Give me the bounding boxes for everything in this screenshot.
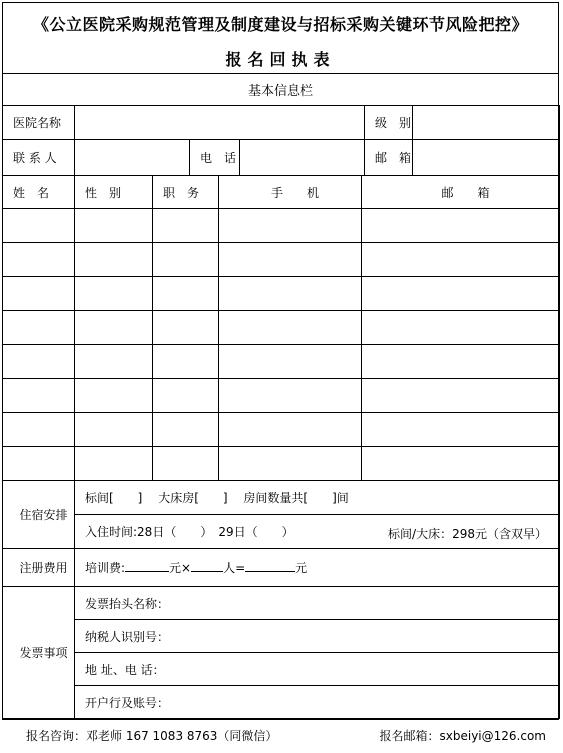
attendee-mobile-cell[interactable] — [219, 345, 362, 379]
attendee-mobile-cell[interactable] — [219, 277, 362, 311]
phone-field[interactable] — [240, 140, 365, 176]
attendee-email-cell[interactable] — [362, 243, 560, 277]
fee-prefix: 培训费: — [85, 561, 126, 575]
registration-fee-label: 注册费用 — [3, 549, 75, 587]
taxpayer-id-field[interactable]: 纳税人识别号： — [75, 620, 560, 653]
form-title: 《公立医院采购规范管理及制度建设与招标采购关键环节风险把控》 — [32, 14, 528, 34]
attendee-name-cell[interactable] — [3, 345, 75, 379]
basic-info-heading: 基本信息栏 — [3, 73, 558, 106]
attendee-row — [3, 413, 560, 447]
attendee-email-cell[interactable] — [362, 209, 560, 243]
attendee-row — [3, 277, 560, 311]
phone-label: 电 话 — [190, 140, 240, 176]
attendee-gender-cell[interactable] — [75, 311, 153, 345]
attendee-name-cell[interactable] — [3, 243, 75, 277]
attendee-email-cell[interactable] — [362, 277, 560, 311]
attendee-header-mobile: 手 机 — [219, 176, 362, 209]
attendee-row — [3, 447, 560, 481]
person-count-blank[interactable] — [191, 559, 223, 572]
attendee-header-gender: 性 别 — [75, 176, 153, 209]
attendee-name-cell[interactable] — [3, 311, 75, 345]
lodging-table — [2, 480, 560, 719]
attendee-header-name: 姓 名 — [3, 176, 75, 209]
attendee-mobile-cell[interactable] — [219, 209, 362, 243]
room-count-field[interactable]: 房间数量共[ ]间 — [243, 491, 349, 505]
attendee-email-cell[interactable] — [362, 447, 560, 481]
attendee-row — [3, 209, 560, 243]
footer — [26, 727, 546, 744]
hospital-name-label: 医院名称 — [3, 106, 75, 140]
invoice-label: 发票事项 — [3, 587, 75, 719]
level-label: 级 别 — [365, 106, 413, 140]
attendee-gender-cell[interactable] — [75, 345, 153, 379]
contact-field[interactable] — [75, 140, 190, 176]
fee-amount-blank[interactable] — [125, 559, 169, 572]
contact-label: 联 系 人 — [3, 140, 75, 176]
attendee-mobile-cell[interactable] — [219, 243, 362, 277]
invoice-title-field[interactable]: 发票抬头名称： — [75, 587, 560, 620]
fee-unit: 元× — [169, 561, 192, 575]
attendee-title-cell[interactable] — [153, 345, 219, 379]
attendee-title-cell[interactable] — [153, 209, 219, 243]
attendee-title-cell[interactable] — [153, 379, 219, 413]
attendee-header-email: 邮 箱 — [362, 176, 560, 209]
consult-contact: 报名咨询：邓老师 167 1083 8763（同微信） — [26, 729, 278, 743]
attendee-gender-cell[interactable] — [75, 447, 153, 481]
attendee-email-cell[interactable] — [362, 345, 560, 379]
bank-account-field[interactable]: 开户行及账号： — [75, 686, 560, 719]
form-subtitle: 报名回执表 — [225, 49, 336, 69]
attendee-row — [3, 379, 560, 413]
total-unit: 元 — [295, 561, 308, 575]
attendee-email-cell[interactable] — [362, 379, 560, 413]
king-room-option[interactable]: 大床房[ ] — [158, 491, 228, 505]
registration-form — [2, 2, 559, 720]
registration-fee-line — [75, 549, 560, 587]
attendee-name-cell[interactable] — [3, 379, 75, 413]
address-phone-field[interactable]: 地 址、电 话： — [75, 653, 560, 686]
level-field[interactable] — [413, 106, 560, 140]
fee-total-blank[interactable] — [245, 559, 295, 572]
attendee-title-cell[interactable] — [153, 243, 219, 277]
attendee-name-cell[interactable] — [3, 413, 75, 447]
attendee-row — [3, 311, 560, 345]
attendee-header-title: 职 务 — [153, 176, 219, 209]
attendee-name-cell[interactable] — [3, 209, 75, 243]
attendee-title-cell[interactable] — [153, 413, 219, 447]
email-field[interactable] — [413, 140, 560, 176]
attendee-mobile-cell[interactable] — [219, 447, 362, 481]
attendee-title-cell[interactable] — [153, 277, 219, 311]
checkin-dates[interactable]: 入住时间:28日（ ） 29日（ ） — [85, 525, 294, 539]
attendee-title-cell[interactable] — [153, 311, 219, 345]
attendee-table — [2, 175, 560, 481]
attendee-email-cell[interactable] — [362, 311, 560, 345]
attendee-email-cell[interactable] — [362, 413, 560, 447]
attendee-gender-cell[interactable] — [75, 209, 153, 243]
attendee-gender-cell[interactable] — [75, 243, 153, 277]
registration-email[interactable]: 报名邮箱：sxbeiyi@126.com — [379, 729, 546, 743]
attendee-mobile-cell[interactable] — [219, 413, 362, 447]
attendee-row — [3, 345, 560, 379]
attendee-gender-cell[interactable] — [75, 277, 153, 311]
room-price: 标间/大床：298元（含双早） — [388, 527, 547, 541]
hospital-name-field[interactable] — [75, 106, 365, 140]
lodging-dates — [75, 515, 560, 549]
lodging-label: 住宿安排 — [3, 481, 75, 549]
attendee-mobile-cell[interactable] — [219, 379, 362, 413]
attendee-gender-cell[interactable] — [75, 413, 153, 447]
standard-room-option[interactable]: 标间[ ] — [85, 491, 143, 505]
attendee-gender-cell[interactable] — [75, 379, 153, 413]
lodging-room-types — [75, 481, 560, 515]
email-label: 邮 箱 — [365, 140, 413, 176]
attendee-row — [3, 243, 560, 277]
attendee-title-cell[interactable] — [153, 447, 219, 481]
person-unit: 人= — [223, 561, 246, 575]
attendee-name-cell[interactable] — [3, 447, 75, 481]
attendee-mobile-cell[interactable] — [219, 311, 362, 345]
basic-info-table — [2, 105, 560, 176]
attendee-name-cell[interactable] — [3, 277, 75, 311]
